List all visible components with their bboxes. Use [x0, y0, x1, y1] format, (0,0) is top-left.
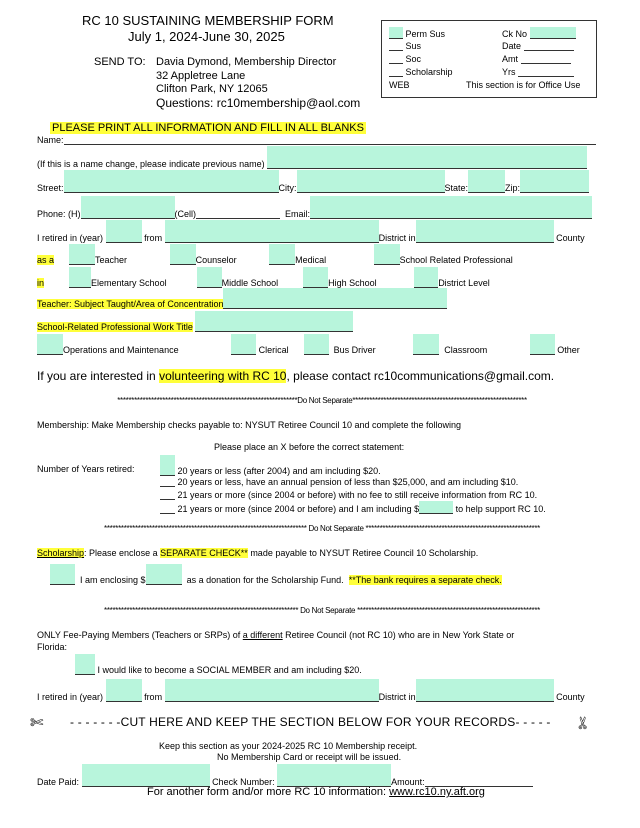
social-retired-year-input[interactable]: [106, 679, 142, 702]
separator-2: ************************************************************************ Do Not Separate **************************************************************: [104, 524, 540, 533]
enclosing-label-post: as a donation for the Scholarship Fund.: [186, 575, 344, 585]
name-row: [37, 134, 596, 145]
social-eligibility-line-2: Florida:: [37, 642, 68, 652]
retired-year-input[interactable]: [106, 220, 142, 243]
ck-no-field[interactable]: [530, 27, 576, 39]
as-a-label: as a: [37, 255, 55, 265]
phone-home-input[interactable]: [81, 196, 175, 219]
cat-classroom-checkbox[interactable]: [413, 334, 439, 355]
ck-no-label: Ck No: [502, 29, 528, 39]
retired-year-label: I retired in (year): [37, 233, 104, 243]
bank-note: **The bank requires a separate check.: [348, 575, 502, 585]
separator-1: ****************************************************************Do Not Separate**************************************************************: [117, 396, 527, 405]
option-4-label-pre: 21 years or more (since 2004 or before) and I am including $: [177, 504, 420, 514]
cat-clerical-label: Clerical: [258, 345, 289, 355]
membership-option-4: [160, 501, 546, 514]
level-elementary-label: Elementary School: [91, 278, 167, 288]
footer-link[interactable]: www.rc10.ny.aft.org: [389, 786, 485, 798]
role-srp-label: School Related Professional: [399, 255, 513, 265]
check-number-label: Check Number:: [212, 777, 275, 787]
questions-label: Questions:: [156, 96, 214, 110]
address-street: 32 Appletree Lane: [156, 70, 246, 82]
amount-label: Amount:: [391, 777, 425, 787]
cat-clerical-checkbox[interactable]: [231, 334, 256, 355]
scholarship-label: Scholarship: [37, 548, 85, 558]
soc-field[interactable]: [389, 53, 403, 64]
perm-sus-label: Perm Sus: [405, 29, 446, 39]
social-district-label: District in: [378, 692, 416, 702]
address-row: [37, 170, 589, 193]
option-4-amount-input[interactable]: [419, 501, 453, 514]
option-1-checkbox[interactable]: [160, 455, 175, 476]
srp-title-row: [37, 311, 353, 332]
name-input[interactable]: [64, 134, 596, 145]
in-label: in: [37, 278, 45, 288]
social-district-input[interactable]: [416, 679, 554, 702]
cat-operations-label: Operations and Maintenance: [63, 345, 179, 355]
level-district-checkbox[interactable]: [414, 267, 438, 288]
cell-label: (Cell): [174, 209, 197, 219]
social-eligibility-line-1: [37, 630, 514, 640]
county-label: County: [556, 233, 585, 243]
footer-line: [147, 786, 485, 798]
street-input[interactable]: [64, 170, 279, 193]
membership-instructions: Membership: Make Membership checks payable to: NYSUT Retiree Council 10 and complete the following: [37, 420, 462, 430]
state-input[interactable]: [468, 170, 505, 193]
role-srp-checkbox[interactable]: [374, 244, 400, 265]
level-elementary-checkbox[interactable]: [69, 267, 91, 288]
questions-email: rc10membership@aol.com: [216, 96, 361, 110]
date-field[interactable]: [524, 40, 574, 51]
membership-dates: July 1, 2024-June 30, 2025: [128, 29, 285, 44]
phone-row: [37, 196, 592, 219]
yrs-label: Yrs: [502, 67, 516, 77]
cat-other-label: Other: [557, 345, 580, 355]
role-medical-label: Medical: [295, 255, 327, 265]
receipt-line-1: Keep this section as your 2024-2025 RC 10 Membership receipt.: [159, 741, 418, 751]
amt-label: Amt: [502, 54, 519, 64]
date-paid-input[interactable]: [82, 764, 210, 787]
option-1-label: 20 years or less (after 2004) and am including $20.: [177, 466, 381, 476]
role-medical-checkbox[interactable]: [269, 244, 295, 265]
cat-operations-checkbox[interactable]: [37, 334, 63, 355]
state-label: State:: [444, 183, 469, 193]
option-4-label-post: to help support RC 10.: [455, 504, 546, 514]
membership-option-2: [160, 476, 518, 487]
membership-option-3: [160, 489, 537, 500]
phone-home-label: Phone: (H): [37, 209, 81, 219]
office-use-note: This section is for Office Use: [466, 80, 581, 90]
cut-here-text: - - - - - - -CUT HERE AND KEEP THE SECTION BELOW FOR YOUR RECORDS- - - - -: [70, 715, 551, 729]
soc-label: Soc: [405, 54, 422, 64]
cat-classroom-label: Classroom: [444, 345, 488, 355]
cat-bus-driver-label: Bus Driver: [333, 345, 376, 355]
receipt-line-2: No Membership Card or receipt will be issued.: [217, 752, 402, 762]
teacher-subject-row: [37, 288, 447, 309]
role-teacher-label: Teacher: [95, 255, 128, 265]
role-row: [37, 244, 513, 265]
volunteer-pre: If you are interested in: [37, 369, 156, 383]
retired-from-label: from: [144, 233, 163, 243]
srp-title-label: School-Related Professional Work Title: [37, 322, 193, 332]
district-in-label: District in: [378, 233, 416, 243]
previous-name-input[interactable]: [267, 146, 587, 169]
office-use-box: [381, 20, 597, 98]
srp-title-input[interactable]: [195, 311, 353, 332]
social-line-post: Retiree Council (not RC 10) who are in New York State or: [285, 630, 515, 640]
form-title: RC 10 SUSTAINING MEMBERSHIP FORM: [82, 13, 334, 28]
scholarship-line: [37, 548, 478, 558]
questions-line: [156, 96, 360, 110]
option-2-checkbox[interactable]: [160, 476, 175, 487]
option-3-label: 21 years or more (since 2004 or before) with no fee to still receive information from RC 10.: [177, 490, 538, 500]
teacher-subject-input[interactable]: [223, 288, 447, 309]
social-retired-year-label: I retired in (year): [37, 692, 104, 702]
retired-row: [37, 220, 585, 243]
name-label: Name:: [37, 135, 64, 145]
srp-category-row: [37, 334, 580, 355]
social-member-label: I would like to become a SOCIAL MEMBER and am including $20.: [97, 665, 362, 675]
volunteer-line: [37, 369, 554, 383]
role-counselor-label: Counselor: [195, 255, 237, 265]
membership-option-1: [160, 455, 381, 476]
level-district-label: District Level: [438, 278, 490, 288]
scholarship-donation-row: [50, 564, 502, 585]
retired-from-input[interactable]: [165, 220, 379, 243]
level-high-label: High School: [328, 278, 377, 288]
street-label: Street:: [37, 183, 64, 193]
volunteer-highlight: volunteering with RC 10: [159, 369, 287, 383]
sus-label: Sus: [405, 41, 422, 51]
scholarship-office-field[interactable]: [389, 66, 403, 77]
social-from-input[interactable]: [165, 679, 379, 702]
option-2-label: 20 years or less, have an annual pension of less than $25,000, and am including $10.: [177, 477, 519, 487]
social-member-checkbox[interactable]: [75, 654, 95, 675]
yrs-field[interactable]: [518, 66, 574, 77]
date-label: Date: [502, 41, 522, 51]
email-label: Email:: [285, 209, 311, 219]
social-county-label: County: [556, 692, 585, 702]
option-4-checkbox[interactable]: [160, 503, 175, 514]
teacher-subject-label: Teacher: Subject Taught/Area of Concentration: [37, 299, 224, 309]
level-high-checkbox[interactable]: [303, 267, 328, 288]
send-to-label: SEND TO:: [94, 56, 146, 68]
receipt-fields-row: [37, 764, 533, 787]
social-retired-row: [37, 679, 585, 702]
check-number-input[interactable]: [277, 764, 391, 787]
district-input[interactable]: [416, 220, 554, 243]
amt-field[interactable]: [521, 53, 571, 64]
volunteer-post: , please contact rc10communications@gmail.com.: [286, 369, 555, 383]
enclosing-label-pre: I am enclosing $: [80, 575, 146, 585]
address-city: Clifton Park, NY 12065: [156, 83, 268, 95]
city-label: City:: [278, 183, 297, 193]
level-middle-checkbox[interactable]: [197, 267, 222, 288]
option-3-checkbox[interactable]: [160, 489, 175, 500]
cat-other-checkbox[interactable]: [530, 334, 555, 355]
scissors-left-icon: ✄: [30, 715, 44, 732]
email-input[interactable]: [310, 196, 592, 219]
social-from-label: from: [144, 692, 163, 702]
level-row: [37, 267, 490, 288]
previous-name-label: (If this is a name change, please indicate previous name): [37, 159, 265, 169]
scholarship-office-label: Scholarship: [405, 67, 453, 77]
place-x-instruction: Please place an X before the correct statement:: [214, 442, 405, 452]
city-input[interactable]: [297, 170, 445, 193]
print-notice: PLEASE PRINT ALL INFORMATION AND FILL IN ALL BLANKS: [52, 122, 364, 134]
web-label: WEB: [389, 80, 410, 90]
social-member-row: [75, 654, 362, 675]
date-paid-label: Date Paid:: [37, 777, 80, 787]
perm-sus-field[interactable]: [389, 27, 403, 39]
cell-input[interactable]: [196, 208, 280, 219]
scissors-right-icon: ✄: [575, 716, 593, 730]
role-counselor-checkbox[interactable]: [170, 244, 196, 265]
scholarship-checkbox[interactable]: [50, 564, 75, 585]
sus-field[interactable]: [389, 40, 403, 51]
address-name: Davia Dymond, Membership Director: [156, 56, 337, 68]
previous-name-row: [37, 146, 587, 169]
role-teacher-checkbox[interactable]: [69, 244, 95, 265]
separator-3: ********************************************************************* Do Not Separate *****************************************************************: [104, 606, 540, 615]
separate-check-label: SEPARATE CHECK**: [160, 548, 248, 558]
scholarship-amount-input[interactable]: [146, 564, 182, 585]
social-line-underlined: a different: [242, 630, 283, 640]
footer-text: For another form and/or more RC 10 information:: [147, 786, 387, 798]
level-middle-label: Middle School: [221, 278, 279, 288]
years-retired-label: Number of Years retired:: [37, 464, 135, 474]
zip-input[interactable]: [520, 170, 589, 193]
cat-bus-driver-checkbox[interactable]: [304, 334, 329, 355]
zip-label: Zip:: [505, 183, 521, 193]
scholarship-text-pre: : Please enclose a: [84, 548, 158, 558]
scholarship-text-post: made payable to NYSUT Retiree Council 10 Scholarship.: [250, 548, 479, 558]
social-line-pre: ONLY Fee-Paying Members (Teachers or SRPs) of: [37, 630, 241, 640]
